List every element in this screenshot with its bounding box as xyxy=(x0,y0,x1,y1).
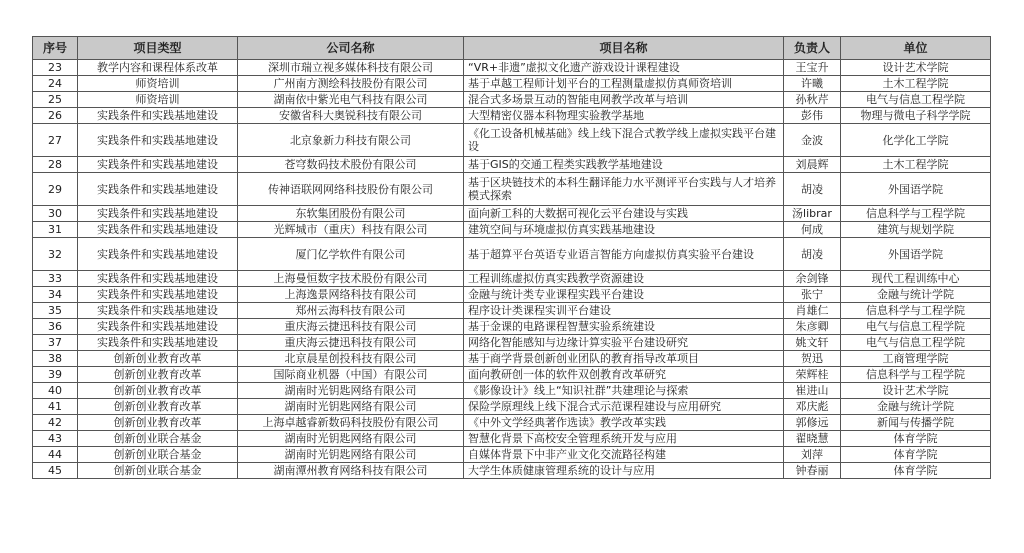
cell-index: 34 xyxy=(33,287,78,303)
cell-index: 33 xyxy=(33,271,78,287)
cell-company: 北京晨星创投科技有限公司 xyxy=(238,351,464,367)
cell-index: 27 xyxy=(33,124,78,157)
cell-project-type: 实践条件和实践基地建设 xyxy=(78,173,238,206)
cell-unit: 电气与信息工程学院 xyxy=(841,92,991,108)
cell-project-name: 建筑空间与环境虚拟仿真实践基地建设 xyxy=(464,222,784,238)
cell-project-type: 创新创业联合基金 xyxy=(78,431,238,447)
cell-unit: 信息科学与工程学院 xyxy=(841,303,991,319)
cell-project-type: 实践条件和实践基地建设 xyxy=(78,108,238,124)
cell-company: 传神语联网网络科技股份有限公司 xyxy=(238,173,464,206)
cell-company: 湖南时光钥匙网络有限公司 xyxy=(238,447,464,463)
cell-leader: 钟春丽 xyxy=(784,463,841,479)
table-row xyxy=(33,173,991,206)
table-row xyxy=(33,447,991,463)
cell-project-name: 基于卓越工程师计划平台的工程测量虚拟仿真师资培训 xyxy=(464,76,784,92)
cell-project-type: 创新创业教育改革 xyxy=(78,367,238,383)
table-row xyxy=(33,124,991,157)
cell-leader: 汤librar xyxy=(784,206,841,222)
table-row xyxy=(33,399,991,415)
table-row xyxy=(33,383,991,399)
cell-index: 26 xyxy=(33,108,78,124)
cell-project-type: 实践条件和实践基地建设 xyxy=(78,335,238,351)
cell-leader: 贺迅 xyxy=(784,351,841,367)
cell-index: 39 xyxy=(33,367,78,383)
cell-unit: 信息科学与工程学院 xyxy=(841,367,991,383)
cell-index: 44 xyxy=(33,447,78,463)
cell-company: 深圳市瑞立视多媒体科技有限公司 xyxy=(238,60,464,76)
cell-unit: 工商管理学院 xyxy=(841,351,991,367)
cell-index: 28 xyxy=(33,157,78,173)
cell-unit: 金融与统计学院 xyxy=(841,287,991,303)
cell-company: 郑州云海科技有限公司 xyxy=(238,303,464,319)
cell-index: 29 xyxy=(33,173,78,206)
project-table xyxy=(32,36,991,479)
cell-company: 广州南方测绘科技股份有限公司 xyxy=(238,76,464,92)
cell-leader: 朱彦卿 xyxy=(784,319,841,335)
header-leader: 负责人 xyxy=(784,37,841,60)
cell-company: 苍穹数码技术股份有限公司 xyxy=(238,157,464,173)
cell-index: 32 xyxy=(33,238,78,271)
cell-company: 重庆海云捷迅科技有限公司 xyxy=(238,335,464,351)
cell-company: 湖南潭州教育网络科技有限公司 xyxy=(238,463,464,479)
header-project-type: 项目类型 xyxy=(78,37,238,60)
cell-project-name: 大型精密仪器本科物理实验教学基地 xyxy=(464,108,784,124)
table-row xyxy=(33,92,991,108)
cell-project-type: 创新创业联合基金 xyxy=(78,447,238,463)
cell-project-name: 程序设计类课程实训平台建设 xyxy=(464,303,784,319)
cell-leader: 孙秋芹 xyxy=(784,92,841,108)
table-row xyxy=(33,319,991,335)
cell-unit: 金融与统计学院 xyxy=(841,399,991,415)
table-row xyxy=(33,108,991,124)
cell-project-name: 网络化智能感知与边缘计算实验平台建设研究 xyxy=(464,335,784,351)
cell-unit: 设计艺术学院 xyxy=(841,383,991,399)
cell-leader: 金波 xyxy=(784,124,841,157)
cell-company: 湖南时光钥匙网络有限公司 xyxy=(238,431,464,447)
cell-company: 湖南依中紫光电气科技有限公司 xyxy=(238,92,464,108)
cell-project-type: 实践条件和实践基地建设 xyxy=(78,157,238,173)
cell-leader: 许曦 xyxy=(784,76,841,92)
cell-leader: 何成 xyxy=(784,222,841,238)
table-row xyxy=(33,287,991,303)
cell-project-type: 实践条件和实践基地建设 xyxy=(78,222,238,238)
table-row xyxy=(33,271,991,287)
cell-index: 25 xyxy=(33,92,78,108)
cell-project-type: 实践条件和实践基地建设 xyxy=(78,124,238,157)
cell-leader: 姚文轩 xyxy=(784,335,841,351)
cell-unit: 电气与信息工程学院 xyxy=(841,335,991,351)
header-project-name: 项目名称 xyxy=(464,37,784,60)
cell-unit: 土木工程学院 xyxy=(841,76,991,92)
cell-leader: 邓庆彪 xyxy=(784,399,841,415)
cell-project-name: 《化工设备机械基础》线上线下混合式教学线上虚拟实践平台建设 xyxy=(464,124,784,157)
table-row xyxy=(33,206,991,222)
table-row xyxy=(33,367,991,383)
cell-unit: 体育学院 xyxy=(841,463,991,479)
table-row xyxy=(33,351,991,367)
table-row xyxy=(33,463,991,479)
cell-index: 24 xyxy=(33,76,78,92)
cell-project-type: 创新创业教育改革 xyxy=(78,351,238,367)
cell-unit: 外国语学院 xyxy=(841,173,991,206)
cell-project-name: 基于金课的电路课程智慧实验系统建设 xyxy=(464,319,784,335)
cell-project-type: 实践条件和实践基地建设 xyxy=(78,271,238,287)
cell-unit: 新闻与传播学院 xyxy=(841,415,991,431)
cell-leader: 胡凌 xyxy=(784,173,841,206)
cell-project-type: 实践条件和实践基地建设 xyxy=(78,287,238,303)
cell-unit: 物理与微电子科学学院 xyxy=(841,108,991,124)
table-row xyxy=(33,157,991,173)
cell-leader: 刘萍 xyxy=(784,447,841,463)
cell-project-name: 基于超算平台英语专业语言智能方向虚拟仿真实验平台建设 xyxy=(464,238,784,271)
cell-project-type: 创新创业教育改革 xyxy=(78,399,238,415)
cell-leader: 余剑锋 xyxy=(784,271,841,287)
cell-project-type: 创新创业教育改革 xyxy=(78,415,238,431)
cell-index: 36 xyxy=(33,319,78,335)
table-row xyxy=(33,76,991,92)
cell-leader: 郭修远 xyxy=(784,415,841,431)
cell-unit: 土木工程学院 xyxy=(841,157,991,173)
cell-project-type: 实践条件和实践基地建设 xyxy=(78,303,238,319)
cell-index: 30 xyxy=(33,206,78,222)
cell-project-name: 基于GIS的交通工程类实践教学基地建设 xyxy=(464,157,784,173)
cell-leader: 翟晓慧 xyxy=(784,431,841,447)
cell-leader: 崔进山 xyxy=(784,383,841,399)
header-row xyxy=(33,37,991,60)
cell-leader: 彭伟 xyxy=(784,108,841,124)
cell-project-name: 大学生体质健康管理系统的设计与应用 xyxy=(464,463,784,479)
cell-unit: 电气与信息工程学院 xyxy=(841,319,991,335)
cell-project-name: 面向教研创一体的软件双创教育改革研究 xyxy=(464,367,784,383)
cell-index: 40 xyxy=(33,383,78,399)
cell-company: 上海曼恒数字技术股份有限公司 xyxy=(238,271,464,287)
cell-project-name: 基于区块链技术的本科生翻译能力水平测评平台实践与人才培养模式探索 xyxy=(464,173,784,206)
cell-unit: 外国语学院 xyxy=(841,238,991,271)
cell-project-name: 智慧化背景下高校安全管理系统开发与应用 xyxy=(464,431,784,447)
cell-project-name: 《影像设计》线上“知识社群”共建理论与探索 xyxy=(464,383,784,399)
cell-project-name: 混合式多场景互动的智能电网教学改革与培训 xyxy=(464,92,784,108)
header-unit: 单位 xyxy=(841,37,991,60)
table-row xyxy=(33,335,991,351)
cell-leader: 荣辉桂 xyxy=(784,367,841,383)
table-row xyxy=(33,415,991,431)
table-body xyxy=(33,60,991,479)
cell-project-type: 创新创业联合基金 xyxy=(78,463,238,479)
cell-index: 45 xyxy=(33,463,78,479)
table-row xyxy=(33,303,991,319)
cell-unit: 化学化工学院 xyxy=(841,124,991,157)
cell-company: 国际商业机器（中国）有限公司 xyxy=(238,367,464,383)
table-row xyxy=(33,238,991,271)
cell-index: 42 xyxy=(33,415,78,431)
cell-company: 安徽省科大奥锐科技有限公司 xyxy=(238,108,464,124)
cell-unit: 建筑与规划学院 xyxy=(841,222,991,238)
cell-project-type: 师资培训 xyxy=(78,76,238,92)
cell-unit: 现代工程训练中心 xyxy=(841,271,991,287)
cell-project-name: 自媒体背景下中非产业文化交流路径构建 xyxy=(464,447,784,463)
cell-index: 35 xyxy=(33,303,78,319)
cell-company: 上海卓越睿新数码科技股份有限公司 xyxy=(238,415,464,431)
cell-company: 重庆海云捷迅科技有限公司 xyxy=(238,319,464,335)
cell-project-type: 实践条件和实践基地建设 xyxy=(78,238,238,271)
cell-unit: 设计艺术学院 xyxy=(841,60,991,76)
cell-company: 光辉城市（重庆）科技有限公司 xyxy=(238,222,464,238)
cell-index: 43 xyxy=(33,431,78,447)
cell-project-name: 金融与统计类专业课程实践平台建设 xyxy=(464,287,784,303)
cell-project-name: “VR+非遗”虚拟文化遗产游戏设计课程建设 xyxy=(464,60,784,76)
cell-unit: 信息科学与工程学院 xyxy=(841,206,991,222)
cell-index: 37 xyxy=(33,335,78,351)
cell-project-type: 师资培训 xyxy=(78,92,238,108)
cell-leader: 胡凌 xyxy=(784,238,841,271)
cell-project-type: 教学内容和课程体系改革 xyxy=(78,60,238,76)
cell-index: 31 xyxy=(33,222,78,238)
cell-leader: 刘晨辉 xyxy=(784,157,841,173)
header-company: 公司名称 xyxy=(238,37,464,60)
table-row xyxy=(33,60,991,76)
cell-index: 38 xyxy=(33,351,78,367)
cell-company: 上海逸景网络科技有限公司 xyxy=(238,287,464,303)
cell-company: 湖南时光钥匙网络有限公司 xyxy=(238,399,464,415)
cell-project-name: 《中外文学经典著作选读》教学改革实践 xyxy=(464,415,784,431)
cell-leader: 张宁 xyxy=(784,287,841,303)
table-row xyxy=(33,222,991,238)
cell-project-name: 基于商学背景创新创业团队的教育指导改革项目 xyxy=(464,351,784,367)
cell-project-type: 实践条件和实践基地建设 xyxy=(78,319,238,335)
cell-project-name: 保险学原理线上线下混合式示范课程建设与应用研究 xyxy=(464,399,784,415)
table-row xyxy=(33,431,991,447)
cell-project-type: 创新创业教育改革 xyxy=(78,383,238,399)
header-index: 序号 xyxy=(33,37,78,60)
cell-company: 北京象新力科技有限公司 xyxy=(238,124,464,157)
cell-project-name: 面向新工科的大数据可视化云平台建设与实践 xyxy=(464,206,784,222)
cell-company: 厦门亿学软件有限公司 xyxy=(238,238,464,271)
cell-project-name: 工程训练虚拟仿真实践教学资源建设 xyxy=(464,271,784,287)
cell-leader: 王宝升 xyxy=(784,60,841,76)
cell-project-type: 实践条件和实践基地建设 xyxy=(78,206,238,222)
cell-index: 23 xyxy=(33,60,78,76)
cell-company: 湖南时光钥匙网络有限公司 xyxy=(238,383,464,399)
cell-index: 41 xyxy=(33,399,78,415)
cell-company: 东软集团股份有限公司 xyxy=(238,206,464,222)
cell-unit: 体育学院 xyxy=(841,447,991,463)
cell-unit: 体育学院 xyxy=(841,431,991,447)
cell-leader: 肖雄仁 xyxy=(784,303,841,319)
